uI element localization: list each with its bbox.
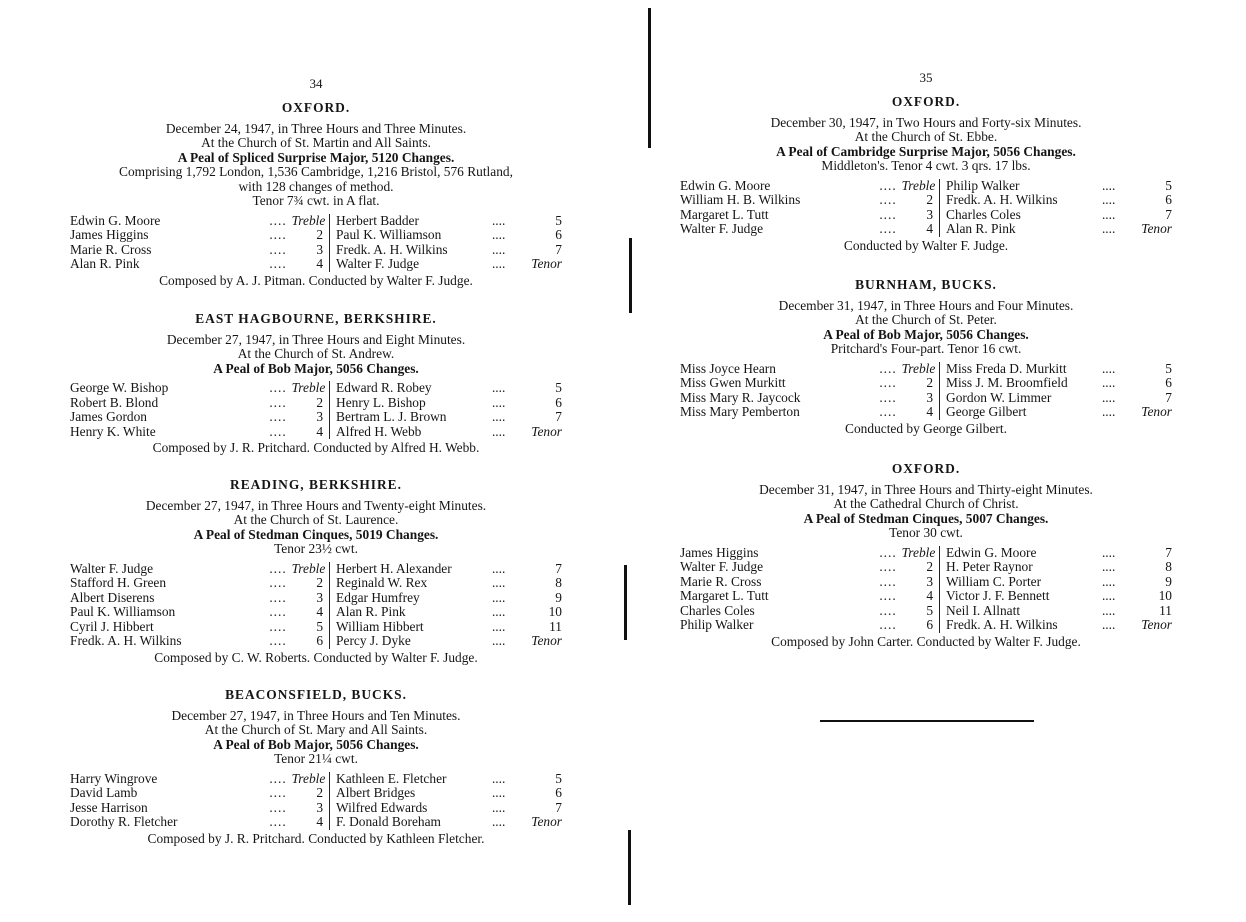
ringer-row [680, 604, 1172, 619]
ringer-name: Bertram L. J. Brown [336, 409, 447, 424]
leader-dots: .... [269, 394, 287, 410]
leader-dots: .... [1101, 360, 1116, 376]
ringer-name: Cyril J. Hibbert [70, 618, 154, 634]
peal-tenor: Tenor 21¼ cwt. [274, 751, 358, 766]
ringer-row [70, 381, 562, 396]
bell-number: 4 [902, 405, 940, 420]
ringer-name: Alan R. Pink [70, 256, 140, 271]
ringer-row [680, 193, 1172, 208]
bell-number: 6 [555, 227, 562, 242]
peal-place: OXFORD. [891, 461, 961, 476]
ringer-name: Gordon W. Limmer [946, 389, 1052, 405]
leader-dots: .... [269, 633, 287, 648]
bell-number: 3 [902, 575, 940, 590]
bell-number: 4 [292, 605, 330, 620]
bell-number: 7 [555, 560, 562, 576]
bell-number: Treble [902, 179, 940, 194]
peal-place: BURNHAM, BUCKS. [855, 277, 997, 292]
ringer-name: James Higgins [680, 544, 759, 560]
ringer-row [70, 815, 562, 830]
ringer-name: Miss J. M. Broomfield [946, 375, 1068, 390]
peal-tenor: Pritchard's Four-part. Tenor 16 cwt. [830, 341, 1022, 356]
ringer-name: Miss Joyce Hearn [680, 360, 776, 376]
peal-method: A Peal of Bob Major, 5056 Changes. [213, 360, 419, 376]
bell-number: 3 [292, 410, 330, 425]
bell-number: 4 [902, 589, 940, 604]
peal-date: December 31, 1947, in Three Hours and Four Minutes. [778, 297, 1074, 313]
ringer-name: F. Donald Boreham [336, 814, 441, 829]
ringer-name: Reginald W. Rex [336, 575, 428, 590]
ringer-name: Fredk. A. H. Wilkins [946, 617, 1058, 632]
bell-number: 6 [902, 618, 940, 633]
leader-dots: .... [269, 604, 287, 619]
peal-credits: Composed by A. J. Pitman. Conducted by Walter F. Judge. [159, 272, 473, 288]
ringer-name: Miss Mary R. Jaycock [680, 389, 801, 405]
ringers-table [680, 546, 1172, 633]
leader-dots: .... [1101, 544, 1116, 560]
ringer-name: Henry L. Bishop [336, 394, 426, 410]
leader-dots: .... [1101, 573, 1116, 589]
peal-church: At the Church of St. Mary and All Saints. [204, 722, 428, 737]
peal-method: A Peal of Bob Major, 5056 Changes. [213, 736, 419, 752]
ringer-row [70, 243, 562, 258]
peal-date: December 27, 1947, in Three Hours and Eight Minutes. [166, 331, 466, 347]
bell-number: Tenor [531, 423, 562, 439]
leader-dots: .... [491, 409, 506, 424]
leader-dots: .... [491, 256, 506, 271]
ringer-name: Kathleen E. Fletcher [336, 770, 447, 786]
peal-method: A Peal of Bob Major, 5056 Changes. [823, 326, 1029, 342]
ringer-row [70, 410, 562, 425]
peal-credits: Composed by C. W. Roberts. Conducted by Walter F. Judge. [154, 649, 478, 665]
bell-number: Treble [292, 562, 330, 577]
leader-dots: .... [491, 589, 506, 605]
leader-dots: .... [491, 380, 506, 395]
ringer-name: George W. Bishop [70, 380, 169, 395]
ringer-row [70, 396, 562, 411]
ringer-row [70, 425, 562, 440]
bell-number: Tenor [531, 256, 562, 271]
ringers-table [70, 381, 562, 439]
ringer-row [70, 257, 562, 272]
ringer-name: Edwin G. Moore [946, 544, 1037, 560]
peal-place: READING, BERKSHIRE. [230, 477, 402, 492]
peal-tenor: Tenor 30 cwt. [889, 525, 963, 540]
ringer-row [70, 801, 562, 816]
bell-number: 3 [292, 243, 330, 258]
leader-dots: .... [269, 814, 287, 829]
bell-number: 4 [292, 257, 330, 272]
bell-number: 6 [292, 634, 330, 649]
ringer-name: Charles Coles [680, 602, 755, 618]
leader-dots: .... [879, 389, 897, 405]
peal-date: December 30, 1947, in Two Hours and Forty-six Minutes. [770, 114, 1082, 130]
peal-credits: Composed by John Carter. Conducted by Walter F. Judge. [771, 633, 1081, 649]
ringer-name: Paul K. Williamson [336, 227, 442, 242]
leader-dots: .... [879, 617, 897, 632]
ringer-name: Miss Mary Pemberton [680, 404, 800, 419]
bell-number: Treble [902, 546, 940, 561]
leader-dots: .... [1101, 404, 1116, 419]
ringer-row [70, 634, 562, 649]
bell-number: 2 [292, 228, 330, 243]
page-number: 34 [309, 76, 323, 91]
peal-record [680, 278, 1172, 436]
peal-method: A Peal of Cambridge Surprise Major, 5056 Changes. [776, 143, 1076, 159]
ringer-name: H. Peter Raynor [946, 559, 1033, 574]
leader-dots: .... [269, 770, 287, 786]
leader-dots: .... [269, 241, 287, 257]
leader-dots: .... [491, 770, 506, 786]
bell-number: 5 [1165, 360, 1172, 376]
leader-dots: .... [491, 575, 506, 590]
peal-record [70, 101, 562, 288]
ringer-row [70, 228, 562, 243]
bell-number: 2 [292, 396, 330, 411]
ringer-name: Wilfred Edwards [336, 799, 428, 815]
gutter-mark [624, 565, 627, 640]
bell-number: 4 [902, 222, 940, 237]
bell-number: Treble [292, 214, 330, 229]
peal-record [70, 312, 562, 456]
bell-number: 7 [555, 241, 562, 257]
ringer-name: James Higgins [70, 227, 149, 242]
peal-date: December 27, 1947, in Three Hours and Ten Minutes. [171, 707, 461, 723]
ringer-row [680, 405, 1172, 420]
ringer-row [680, 575, 1172, 590]
bell-number: 4 [292, 815, 330, 830]
peal-date: December 24, 1947, in Three Hours and Three Minutes. [165, 120, 467, 136]
leader-dots: .... [491, 212, 506, 228]
ringer-name: Fredk. A. H. Wilkins [336, 241, 448, 257]
bell-number: 3 [902, 391, 940, 406]
peal-place: EAST HAGBOURNE, BERKSHIRE. [195, 311, 437, 326]
leader-dots: .... [1101, 602, 1116, 618]
ringer-name: Neil I. Allnatt [946, 602, 1021, 618]
ringer-name: Albert Bridges [336, 785, 416, 800]
ringer-name: Edward R. Robey [336, 380, 432, 395]
leader-dots: .... [879, 588, 897, 603]
gutter-mark [648, 8, 651, 148]
ringer-row [70, 620, 562, 635]
bell-number: 7 [1165, 206, 1172, 222]
peal-credits: Conducted by Walter F. Judge. [843, 237, 1009, 253]
ringer-name: Fredk. A. H. Wilkins [946, 192, 1058, 207]
leader-dots: .... [1101, 389, 1116, 405]
ringer-name: Herbert Badder [336, 212, 419, 228]
bell-number: 9 [1165, 573, 1172, 589]
ringer-name: Edgar Humfrey [336, 589, 420, 605]
bell-number: 3 [292, 801, 330, 816]
ringer-name: Walter F. Judge [680, 559, 764, 574]
ringers-table [680, 179, 1172, 237]
leader-dots: .... [491, 604, 506, 619]
peal-record [70, 478, 562, 665]
gutter-mark [628, 830, 631, 905]
leader-dots: .... [1101, 617, 1116, 632]
ringer-name: Philip Walker [680, 617, 754, 632]
bell-number: Treble [292, 381, 330, 396]
ringer-row [680, 546, 1172, 561]
leader-dots: .... [879, 602, 897, 618]
bell-number: Tenor [531, 814, 562, 829]
peal-date: December 27, 1947, in Three Hours and Twenty-eight Minutes. [145, 497, 487, 513]
peal-credits: Composed by J. R. Pritchard. Conducted by Alfred H. Webb. [152, 440, 480, 455]
bell-number: Tenor [1141, 221, 1172, 236]
gutter-mark [629, 238, 632, 313]
peal-place: BEACONSFIELD, BUCKS. [225, 687, 407, 702]
bell-number: 4 [292, 425, 330, 440]
ringer-name: Robert B. Blond [70, 394, 159, 410]
ringer-name: Victor J. F. Bennett [946, 588, 1050, 603]
bell-number: 2 [902, 560, 940, 575]
bell-number: 7 [1165, 389, 1172, 405]
bell-number: 5 [902, 604, 940, 619]
peal-credits: Conducted by George Gilbert. [845, 420, 1007, 436]
ringer-name: Alfred H. Webb [336, 423, 422, 439]
ringer-name: William C. Porter [946, 573, 1042, 589]
peal-record [680, 462, 1172, 649]
section-divider [820, 720, 1034, 722]
peal-record [680, 95, 1172, 253]
leader-dots: .... [879, 192, 897, 207]
peal-method: A Peal of Stedman Cinques, 5019 Changes. [193, 526, 439, 542]
leader-dots: .... [1101, 588, 1116, 603]
peal-detail: with 128 changes of method. [238, 178, 394, 194]
bell-number: 11 [1159, 602, 1172, 618]
leader-dots: .... [491, 814, 506, 829]
bell-number: 8 [1165, 559, 1172, 574]
leader-dots: .... [491, 633, 506, 648]
ringer-name: Alan R. Pink [336, 604, 406, 619]
leader-dots: .... [491, 560, 506, 576]
bell-number: 11 [549, 618, 562, 634]
ringer-name: David Lamb [70, 785, 138, 800]
peal-tenor: Tenor 7¾ cwt. in A flat. [252, 193, 380, 208]
peal-tenor: Middleton's. Tenor 4 cwt. 3 qrs. 17 lbs. [821, 158, 1031, 173]
ringers-table [70, 772, 562, 830]
ringer-name: George Gilbert [946, 404, 1027, 419]
bell-number: Treble [292, 772, 330, 787]
leader-dots: .... [879, 360, 897, 376]
bell-number: 5 [555, 770, 562, 786]
bell-number: Tenor [1141, 404, 1172, 419]
leader-dots: .... [1101, 206, 1116, 222]
leader-dots: .... [269, 409, 287, 424]
bell-number: 8 [555, 575, 562, 590]
ringer-name: Herbert H. Alexander [336, 560, 452, 576]
ringer-row [680, 618, 1172, 633]
ringer-name: Walter F. Judge [336, 256, 420, 271]
ringer-name: William Hibbert [336, 618, 424, 634]
leader-dots: .... [879, 206, 897, 222]
ringer-name: Marie R. Cross [680, 573, 762, 589]
ringer-name: Philip Walker [946, 177, 1020, 193]
peal-place: OXFORD. [891, 94, 961, 109]
leader-dots: .... [1101, 375, 1116, 390]
ringer-row [70, 786, 562, 801]
ringer-row [680, 222, 1172, 237]
bell-number: 6 [555, 785, 562, 800]
ringer-name: Walter F. Judge [680, 221, 764, 236]
ringer-row [680, 391, 1172, 406]
bell-number: 2 [902, 376, 940, 391]
bell-number: 3 [292, 591, 330, 606]
leader-dots: .... [269, 212, 287, 228]
bell-number: 3 [902, 208, 940, 223]
peal-detail: Comprising 1,792 London, 1,536 Cambridge, 1,216 Bristol, 576 Rutland, [119, 164, 513, 179]
page-number: 35 [919, 70, 933, 85]
bell-number: 5 [555, 212, 562, 228]
bell-number: 6 [1165, 192, 1172, 207]
leader-dots: .... [879, 573, 897, 589]
leader-dots: .... [491, 785, 506, 800]
ringer-name: Dorothy R. Fletcher [70, 814, 178, 829]
bell-number: 10 [1158, 588, 1172, 603]
ringer-name: Fredk. A. H. Wilkins [70, 633, 182, 648]
peal-church: At the Church of St. Peter. [855, 312, 997, 327]
bell-number: 5 [1165, 177, 1172, 193]
ringer-name: Edwin G. Moore [680, 177, 771, 193]
leader-dots: .... [269, 575, 287, 590]
peal-place: OXFORD. [281, 100, 351, 115]
ringer-name: Edwin G. Moore [70, 212, 161, 228]
leader-dots: .... [879, 177, 897, 193]
ringer-row [680, 376, 1172, 391]
ringers-table [70, 562, 562, 649]
peal-credits: Composed by J. R. Pritchard. Conducted by Kathleen Fletcher. [147, 830, 485, 846]
leader-dots: .... [269, 560, 287, 576]
ringer-name: Harry Wingrove [70, 770, 158, 786]
peal-church: At the Church of St. Laurence. [233, 512, 399, 527]
bell-number: 6 [555, 394, 562, 410]
leader-dots: .... [269, 256, 287, 271]
leader-dots: .... [269, 618, 287, 634]
leader-dots: .... [879, 559, 897, 574]
ringer-row [70, 772, 562, 787]
ringer-name: Marie R. Cross [70, 241, 152, 257]
peal-church: At the Cathedral Church of Christ. [833, 496, 1019, 511]
leader-dots: .... [1101, 177, 1116, 193]
ringer-row [70, 214, 562, 229]
bell-number: 2 [902, 193, 940, 208]
bell-number: Tenor [531, 633, 562, 648]
peal-method: A Peal of Stedman Cinques, 5007 Changes. [803, 510, 1049, 526]
ringer-row [70, 576, 562, 591]
ringers-table [680, 362, 1172, 420]
ringer-row [70, 591, 562, 606]
leader-dots: .... [269, 799, 287, 815]
leader-dots: .... [269, 380, 287, 395]
leader-dots: .... [879, 221, 897, 236]
ringer-row [680, 179, 1172, 194]
ringer-name: Henry K. White [70, 423, 156, 439]
bell-number: 2 [292, 576, 330, 591]
bell-number: Treble [902, 362, 940, 377]
bell-number: 7 [1165, 544, 1172, 560]
ringer-name: Charles Coles [946, 206, 1021, 222]
leader-dots: .... [491, 394, 506, 410]
peal-church: At the Church of St. Andrew. [237, 346, 395, 361]
ringer-name: Jesse Harrison [70, 799, 148, 815]
ringer-row [680, 560, 1172, 575]
ringer-name: Margaret L. Tutt [680, 206, 769, 222]
ringer-row [70, 562, 562, 577]
ringer-row [680, 589, 1172, 604]
leader-dots: .... [269, 423, 287, 439]
bell-number: 7 [555, 409, 562, 424]
leader-dots: .... [879, 404, 897, 419]
ringer-name: William H. B. Wilkins [680, 192, 801, 207]
bell-number: 6 [1165, 375, 1172, 390]
leader-dots: .... [491, 227, 506, 242]
bell-number: 7 [555, 799, 562, 815]
leader-dots: .... [269, 589, 287, 605]
ringer-name: Alan R. Pink [946, 221, 1016, 236]
ringer-row [680, 362, 1172, 377]
leader-dots: .... [269, 785, 287, 800]
ringer-name: Margaret L. Tutt [680, 588, 769, 603]
bell-number: 5 [292, 620, 330, 635]
ringer-row [70, 605, 562, 620]
bell-number: 2 [292, 786, 330, 801]
ringer-name: James Gordon [70, 409, 147, 424]
leader-dots: .... [269, 227, 287, 242]
ringer-name: Percy J. Dyke [336, 633, 411, 648]
leader-dots: .... [879, 375, 897, 390]
leader-dots: .... [491, 423, 506, 439]
ringer-name: Miss Freda D. Murkitt [946, 360, 1067, 376]
ringer-name: Miss Gwen Murkitt [680, 375, 786, 390]
bell-number: Tenor [1141, 617, 1172, 632]
ringer-name: Albert Diserens [70, 589, 155, 605]
ringer-name: Stafford H. Green [70, 575, 167, 590]
peal-record [70, 688, 562, 846]
peal-date: December 31, 1947, in Three Hours and Thirty-eight Minutes. [759, 481, 1093, 497]
leader-dots: .... [1101, 221, 1116, 236]
ringer-name: Paul K. Williamson [70, 604, 176, 619]
peal-method: A Peal of Spliced Surprise Major, 5120 Changes. [177, 149, 455, 165]
ringers-table [70, 214, 562, 272]
leader-dots: .... [491, 618, 506, 634]
leader-dots: .... [1101, 192, 1116, 207]
ringer-name: Walter F. Judge [70, 560, 154, 576]
bell-number: 5 [555, 380, 562, 395]
leader-dots: .... [879, 544, 897, 560]
bell-number: 10 [548, 604, 562, 619]
leader-dots: .... [491, 241, 506, 257]
bell-number: 9 [555, 589, 562, 605]
leader-dots: .... [1101, 559, 1116, 574]
peal-church: At the Church of St. Martin and All Saints. [201, 135, 431, 150]
peal-tenor: Tenor 23½ cwt. [274, 541, 358, 556]
peal-church: At the Church of St. Ebbe. [854, 129, 998, 144]
leader-dots: .... [491, 799, 506, 815]
ringer-row [680, 208, 1172, 223]
